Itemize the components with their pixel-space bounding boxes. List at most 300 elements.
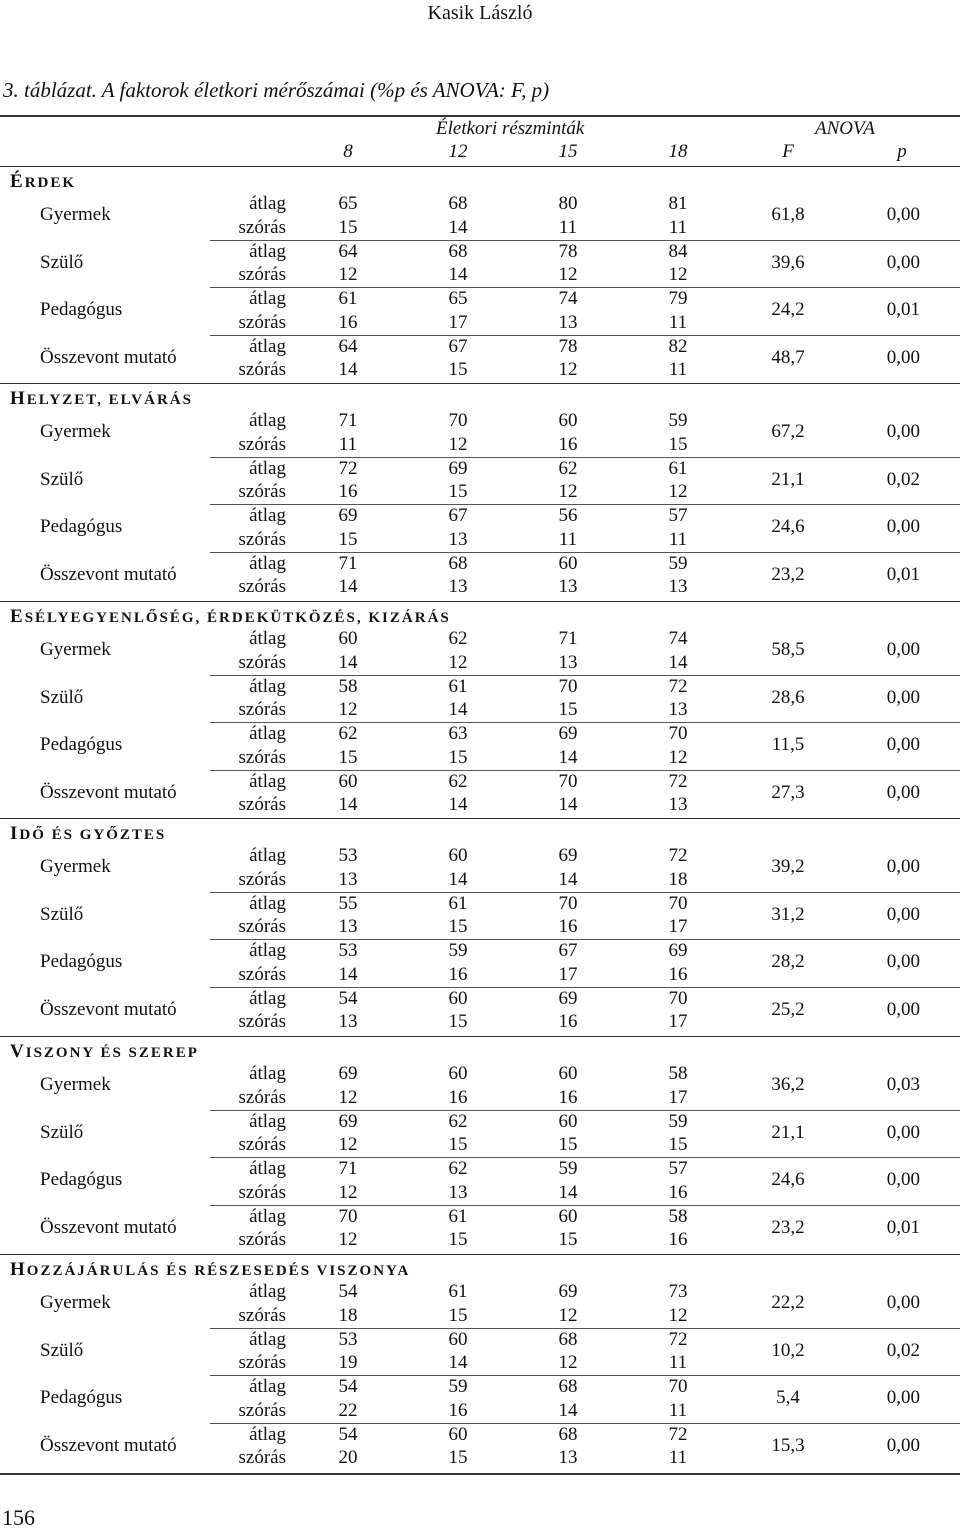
sd-value: 15 bbox=[448, 1011, 468, 1032]
section-title-rest: RDEK bbox=[24, 175, 77, 191]
f-value: 25,2 bbox=[771, 998, 805, 1020]
row-label: Összevont mutató bbox=[40, 563, 177, 585]
p-value: 0,00 bbox=[886, 251, 920, 273]
section-title-initial: E bbox=[10, 606, 25, 627]
f-value: 67,2 bbox=[771, 421, 805, 442]
mean-value: 62 bbox=[558, 457, 578, 479]
sd-value: 11 bbox=[668, 528, 688, 550]
mean-value: 79 bbox=[668, 288, 688, 309]
p-value: 0,00 bbox=[886, 951, 920, 972]
sd-value: 15 bbox=[668, 433, 688, 455]
section-title-initial: H bbox=[10, 1259, 27, 1280]
sd-label: szórás bbox=[238, 651, 286, 673]
mean-value: 69 bbox=[558, 1281, 578, 1302]
f-value: 61,8 bbox=[771, 204, 805, 225]
mean-value: 74 bbox=[558, 288, 578, 309]
sd-value: 14 bbox=[558, 794, 578, 815]
mean-value: 69 bbox=[558, 723, 578, 744]
f-value: 23,2 bbox=[771, 563, 805, 585]
sd-value: 14 bbox=[448, 868, 468, 890]
sd-value: 16 bbox=[668, 1181, 688, 1203]
section-divider bbox=[0, 1254, 960, 1255]
row-label: Pedagógus bbox=[40, 516, 123, 537]
sd-value: 14 bbox=[558, 746, 578, 768]
section-divider bbox=[0, 601, 960, 602]
mean-value: 60 bbox=[448, 845, 468, 866]
sd-value: 13 bbox=[448, 576, 468, 597]
p-value: 0,00 bbox=[886, 734, 920, 755]
mean-value: 60 bbox=[448, 1423, 468, 1445]
row-label: Pedagógus bbox=[40, 1169, 123, 1190]
p-value: 0,03 bbox=[886, 1074, 920, 1095]
row-label: Összevont mutató bbox=[40, 998, 177, 1020]
row-label: Összevont mutató bbox=[40, 1216, 177, 1238]
sd-label: szórás bbox=[238, 216, 286, 238]
sd-value: 12 bbox=[558, 1304, 578, 1326]
mean-value: 61 bbox=[448, 675, 468, 697]
mean-value: 62 bbox=[338, 723, 358, 744]
mean-label: átlag bbox=[249, 410, 286, 431]
mean-value: 81 bbox=[668, 193, 688, 214]
f-value: 21,1 bbox=[771, 1121, 805, 1143]
mean-value: 57 bbox=[668, 505, 688, 526]
row-label: Szülő bbox=[40, 1121, 84, 1143]
sd-value: 13 bbox=[558, 651, 578, 673]
f-value: 48,7 bbox=[771, 346, 805, 368]
table-caption: 3. táblázat. A faktorok életkori mérőszámai (%p és ANOVA: F, p) bbox=[3, 78, 550, 102]
mean-value: 59 bbox=[448, 1376, 468, 1397]
sd-value: 15 bbox=[668, 1134, 688, 1155]
f-value: 27,3 bbox=[771, 781, 805, 803]
mean-value: 71 bbox=[338, 410, 358, 431]
sd-value: 12 bbox=[338, 699, 358, 720]
sd-value: 12 bbox=[668, 264, 688, 285]
row-label: Szülő bbox=[40, 1339, 84, 1361]
sd-label: szórás bbox=[238, 1011, 286, 1032]
age-column-12: 12 bbox=[448, 141, 468, 162]
mean-value: 71 bbox=[338, 1158, 358, 1179]
mean-value: 54 bbox=[338, 1281, 358, 1302]
f-value: 22,2 bbox=[771, 1292, 805, 1313]
mean-label: átlag bbox=[249, 723, 286, 744]
section-title-initial: H bbox=[10, 388, 27, 409]
mean-value: 55 bbox=[338, 892, 358, 914]
mean-value: 68 bbox=[558, 1423, 578, 1445]
f-value: 10,2 bbox=[771, 1339, 805, 1361]
mean-value: 70 bbox=[448, 410, 468, 431]
mean-value: 74 bbox=[668, 628, 688, 649]
sd-value: 13 bbox=[558, 311, 578, 333]
mean-value: 61 bbox=[448, 1281, 468, 1302]
sd-value: 12 bbox=[338, 1134, 358, 1155]
sd-value: 14 bbox=[448, 1352, 468, 1373]
mean-value: 71 bbox=[558, 628, 578, 649]
sd-value: 14 bbox=[338, 576, 358, 597]
mean-value: 54 bbox=[338, 1423, 358, 1445]
mean-value: 60 bbox=[558, 1063, 578, 1084]
mean-value: 69 bbox=[668, 940, 688, 961]
p-value: 0,00 bbox=[886, 1121, 920, 1143]
row-label: Gyermek bbox=[40, 856, 111, 877]
mean-value: 72 bbox=[668, 1328, 688, 1350]
section-title-initial: I bbox=[10, 823, 20, 844]
table-bottom-rule bbox=[0, 1473, 960, 1475]
sd-value: 17 bbox=[668, 916, 688, 937]
sd-value: 14 bbox=[338, 963, 358, 985]
mean-value: 72 bbox=[338, 457, 358, 479]
mean-value: 70 bbox=[558, 675, 578, 697]
sd-value: 12 bbox=[668, 746, 688, 768]
sd-value: 13 bbox=[338, 868, 358, 890]
p-value: 0,00 bbox=[886, 1434, 920, 1456]
sd-value: 22 bbox=[338, 1399, 358, 1421]
sd-value: 15 bbox=[448, 481, 468, 502]
sd-label: szórás bbox=[238, 1352, 286, 1373]
sd-value: 14 bbox=[338, 794, 358, 815]
p-value: 0,00 bbox=[886, 204, 920, 225]
mean-value: 68 bbox=[558, 1328, 578, 1350]
mean-label: átlag bbox=[249, 1328, 286, 1350]
mean-value: 78 bbox=[558, 335, 578, 357]
mean-value: 69 bbox=[338, 505, 358, 526]
section-title-rest: ELYZET, ELVÁRÁS bbox=[26, 392, 193, 408]
sd-value: 14 bbox=[448, 794, 468, 815]
mean-label: átlag bbox=[249, 675, 286, 697]
sd-value: 15 bbox=[448, 1304, 468, 1326]
sd-value: 16 bbox=[668, 1229, 688, 1250]
sd-value: 15 bbox=[558, 1229, 578, 1250]
section-title-rest: ISZONY ÉS SZEREP bbox=[25, 1045, 199, 1061]
sd-value: 17 bbox=[668, 1011, 688, 1032]
mean-value: 69 bbox=[558, 987, 578, 1009]
sd-value: 17 bbox=[668, 1086, 688, 1108]
sd-value: 11 bbox=[668, 1352, 688, 1373]
row-label: Szülő bbox=[40, 251, 84, 273]
sd-label: szórás bbox=[238, 311, 286, 333]
sd-value: 12 bbox=[448, 433, 468, 455]
section-title-rest: OZZÁJÁRULÁS ÉS RÉSZESEDÉS VISZONYA bbox=[26, 1263, 411, 1279]
mean-value: 70 bbox=[558, 770, 578, 792]
sd-value: 18 bbox=[668, 868, 688, 890]
sd-value: 15 bbox=[338, 528, 358, 550]
mean-value: 53 bbox=[338, 845, 358, 866]
sd-value: 16 bbox=[668, 963, 688, 985]
mean-value: 63 bbox=[448, 723, 468, 744]
section-title-rest: SÉLYEGYENLŐSÉG, ÉRDEKÜTKÖZÉS, KIZÁRÁS bbox=[24, 610, 451, 626]
f-value: 24,2 bbox=[771, 299, 805, 320]
sd-value: 12 bbox=[338, 1229, 358, 1250]
row-label: Gyermek bbox=[40, 1074, 111, 1095]
sd-value: 16 bbox=[558, 433, 578, 455]
sd-value: 11 bbox=[668, 311, 688, 333]
mean-value: 69 bbox=[448, 457, 468, 479]
section-divider bbox=[0, 1036, 960, 1037]
sd-value: 15 bbox=[448, 1229, 468, 1250]
mean-value: 64 bbox=[338, 335, 358, 357]
row-label: Szülő bbox=[40, 468, 84, 490]
sd-value: 14 bbox=[668, 651, 688, 673]
sd-label: szórás bbox=[238, 1181, 286, 1203]
sd-value: 15 bbox=[448, 1134, 468, 1155]
mean-value: 68 bbox=[448, 552, 468, 574]
sd-value: 16 bbox=[448, 1399, 468, 1421]
mean-value: 60 bbox=[338, 628, 358, 649]
p-value: 0,00 bbox=[886, 639, 920, 660]
sd-value: 17 bbox=[448, 311, 468, 333]
mean-value: 61 bbox=[668, 457, 688, 479]
mean-value: 68 bbox=[558, 1376, 578, 1397]
p-value: 0,01 bbox=[886, 1216, 920, 1238]
sd-value: 14 bbox=[558, 1399, 578, 1421]
mean-label: átlag bbox=[249, 987, 286, 1009]
sd-value: 14 bbox=[448, 216, 468, 238]
mean-value: 70 bbox=[558, 892, 578, 914]
mean-value: 80 bbox=[558, 193, 578, 214]
sd-value: 12 bbox=[338, 1086, 358, 1108]
sd-label: szórás bbox=[238, 794, 286, 815]
sd-value: 13 bbox=[558, 1447, 578, 1468]
mean-value: 53 bbox=[338, 1328, 358, 1350]
p-column-header: p bbox=[897, 141, 907, 162]
sd-label: szórás bbox=[238, 1304, 286, 1326]
mean-value: 69 bbox=[338, 1110, 358, 1132]
sd-value: 13 bbox=[668, 699, 688, 720]
f-value: 5,4 bbox=[776, 1387, 800, 1408]
mean-label: átlag bbox=[249, 1205, 286, 1227]
sd-label: szórás bbox=[238, 1447, 286, 1468]
f-value: 36,2 bbox=[771, 1074, 805, 1095]
age-column-15: 15 bbox=[558, 141, 578, 162]
sd-value: 11 bbox=[338, 433, 358, 455]
f-value: 28,6 bbox=[771, 686, 805, 708]
mean-value: 70 bbox=[668, 892, 688, 914]
mean-value: 60 bbox=[448, 1328, 468, 1350]
sd-value: 12 bbox=[558, 359, 578, 380]
section-title-initial: É bbox=[10, 171, 25, 192]
mean-value: 56 bbox=[558, 505, 578, 526]
sd-value: 16 bbox=[338, 311, 358, 333]
sd-value: 13 bbox=[668, 794, 688, 815]
row-label: Összevont mutató bbox=[40, 346, 177, 368]
mean-value: 68 bbox=[448, 193, 468, 214]
mean-value: 84 bbox=[668, 240, 688, 262]
mean-label: átlag bbox=[249, 1063, 286, 1084]
mean-value: 60 bbox=[338, 770, 358, 792]
sd-value: 16 bbox=[448, 963, 468, 985]
p-value: 0,00 bbox=[886, 686, 920, 708]
mean-value: 59 bbox=[668, 1110, 688, 1132]
table-top-rule bbox=[0, 115, 960, 117]
sd-value: 13 bbox=[338, 916, 358, 937]
mean-value: 62 bbox=[448, 770, 468, 792]
sd-label: szórás bbox=[238, 576, 286, 597]
p-value: 0,00 bbox=[886, 998, 920, 1020]
mean-label: átlag bbox=[249, 1110, 286, 1132]
mean-value: 60 bbox=[558, 1205, 578, 1227]
mean-label: átlag bbox=[249, 193, 286, 214]
sd-value: 13 bbox=[668, 576, 688, 597]
age-column-8: 8 bbox=[343, 141, 353, 162]
f-value: 39,6 bbox=[771, 251, 805, 273]
mean-value: 58 bbox=[338, 675, 358, 697]
p-value: 0,01 bbox=[886, 563, 920, 585]
sd-value: 17 bbox=[558, 963, 578, 985]
sd-label: szórás bbox=[238, 1399, 286, 1421]
sd-label: szórás bbox=[238, 433, 286, 455]
sd-value: 13 bbox=[448, 1181, 468, 1203]
section-title bbox=[10, 606, 451, 628]
row-label: Összevont mutató bbox=[40, 1434, 177, 1456]
row-label: Pedagógus bbox=[40, 951, 123, 972]
mean-value: 82 bbox=[668, 335, 688, 357]
section-divider bbox=[0, 818, 960, 819]
row-label: Gyermek bbox=[40, 639, 111, 660]
mean-value: 65 bbox=[448, 288, 468, 309]
p-value: 0,01 bbox=[886, 299, 920, 320]
age-column-18: 18 bbox=[668, 141, 688, 162]
mean-value: 70 bbox=[338, 1205, 358, 1227]
mean-value: 65 bbox=[338, 193, 358, 214]
p-value: 0,00 bbox=[886, 781, 920, 803]
mean-value: 72 bbox=[668, 1423, 688, 1445]
f-value: 39,2 bbox=[771, 856, 805, 877]
sd-value: 16 bbox=[558, 916, 578, 937]
sd-label: szórás bbox=[238, 1229, 286, 1250]
row-label: Pedagógus bbox=[40, 1387, 123, 1408]
mean-value: 60 bbox=[558, 410, 578, 431]
mean-value: 67 bbox=[558, 940, 578, 961]
mean-value: 60 bbox=[448, 987, 468, 1009]
mean-value: 60 bbox=[558, 1110, 578, 1132]
mean-value: 61 bbox=[448, 1205, 468, 1227]
row-label: Gyermek bbox=[40, 204, 111, 225]
f-value: 21,1 bbox=[771, 468, 805, 490]
sd-label: szórás bbox=[238, 1134, 286, 1155]
sd-value: 11 bbox=[668, 1399, 688, 1421]
sd-value: 12 bbox=[338, 264, 358, 285]
sd-value: 15 bbox=[558, 1134, 578, 1155]
row-label: Összevont mutató bbox=[40, 781, 177, 803]
sd-label: szórás bbox=[238, 1086, 286, 1108]
sd-value: 12 bbox=[668, 481, 688, 502]
sd-value: 12 bbox=[558, 264, 578, 285]
sd-value: 12 bbox=[338, 1181, 358, 1203]
mean-value: 70 bbox=[668, 1376, 688, 1397]
mean-label: átlag bbox=[249, 505, 286, 526]
sd-value: 18 bbox=[338, 1304, 358, 1326]
sd-value: 13 bbox=[338, 1011, 358, 1032]
p-value: 0,02 bbox=[886, 1339, 920, 1361]
sd-label: szórás bbox=[238, 699, 286, 720]
mean-label: átlag bbox=[249, 288, 286, 309]
f-column-header: F bbox=[782, 141, 794, 162]
mean-value: 53 bbox=[338, 940, 358, 961]
section-title-rest: DŐ ÉS GYŐZTES bbox=[19, 827, 167, 843]
p-value: 0,00 bbox=[886, 346, 920, 368]
mean-label: átlag bbox=[249, 940, 286, 961]
mean-value: 59 bbox=[558, 1158, 578, 1179]
sd-value: 15 bbox=[338, 746, 358, 768]
f-value: 23,2 bbox=[771, 1216, 805, 1238]
mean-label: átlag bbox=[249, 845, 286, 866]
mean-label: átlag bbox=[249, 552, 286, 574]
mean-value: 54 bbox=[338, 987, 358, 1009]
mean-value: 78 bbox=[558, 240, 578, 262]
sd-label: szórás bbox=[238, 868, 286, 890]
sd-label: szórás bbox=[238, 264, 286, 285]
sd-label: szórás bbox=[238, 916, 286, 937]
mean-value: 70 bbox=[668, 987, 688, 1009]
mean-value: 54 bbox=[338, 1376, 358, 1397]
mean-value: 62 bbox=[448, 628, 468, 649]
mean-value: 69 bbox=[558, 845, 578, 866]
sd-label: szórás bbox=[238, 481, 286, 502]
sd-value: 16 bbox=[558, 1086, 578, 1108]
sd-value: 12 bbox=[668, 1304, 688, 1326]
mean-value: 61 bbox=[448, 892, 468, 914]
row-label: Szülő bbox=[40, 686, 84, 708]
mean-value: 60 bbox=[558, 552, 578, 574]
p-value: 0,00 bbox=[886, 1292, 920, 1313]
p-value: 0,00 bbox=[886, 1387, 920, 1408]
mean-value: 67 bbox=[448, 505, 468, 526]
mean-value: 71 bbox=[338, 552, 358, 574]
mean-value: 59 bbox=[448, 940, 468, 961]
mean-value: 70 bbox=[668, 723, 688, 744]
mean-value: 64 bbox=[338, 240, 358, 262]
sd-value: 11 bbox=[668, 1447, 688, 1468]
row-label: Gyermek bbox=[40, 421, 111, 442]
p-value: 0,02 bbox=[886, 468, 920, 490]
sd-value: 12 bbox=[558, 481, 578, 502]
mean-label: átlag bbox=[249, 1158, 286, 1179]
f-value: 11,5 bbox=[771, 734, 805, 755]
mean-value: 58 bbox=[668, 1063, 688, 1084]
mean-value: 72 bbox=[668, 675, 688, 697]
row-label: Pedagógus bbox=[40, 299, 123, 320]
sd-value: 14 bbox=[338, 359, 358, 380]
mean-value: 59 bbox=[668, 410, 688, 431]
sd-value: 15 bbox=[448, 1447, 468, 1468]
sd-value: 12 bbox=[448, 651, 468, 673]
sd-value: 14 bbox=[448, 264, 468, 285]
section-divider bbox=[0, 383, 960, 384]
mean-value: 69 bbox=[338, 1063, 358, 1084]
sd-value: 14 bbox=[558, 1181, 578, 1203]
sd-value: 15 bbox=[448, 359, 468, 380]
mean-value: 57 bbox=[668, 1158, 688, 1179]
mean-value: 59 bbox=[668, 552, 688, 574]
p-value: 0,00 bbox=[886, 1169, 920, 1190]
mean-label: átlag bbox=[249, 892, 286, 914]
age-group-header: Életkori részminták bbox=[436, 118, 585, 139]
f-value: 28,2 bbox=[771, 951, 805, 972]
mean-label: átlag bbox=[249, 1376, 286, 1397]
sd-label: szórás bbox=[238, 528, 286, 550]
sd-value: 15 bbox=[338, 216, 358, 238]
mean-value: 67 bbox=[448, 335, 468, 357]
mean-label: átlag bbox=[249, 335, 286, 357]
sd-label: szórás bbox=[238, 746, 286, 768]
row-label: Pedagógus bbox=[40, 734, 123, 755]
section-title bbox=[10, 823, 166, 845]
f-value: 58,5 bbox=[771, 639, 805, 660]
mean-label: átlag bbox=[249, 1423, 286, 1445]
sd-value: 16 bbox=[558, 1011, 578, 1032]
page-number: 156 bbox=[2, 1505, 35, 1530]
section-title bbox=[10, 388, 193, 410]
mean-label: átlag bbox=[249, 457, 286, 479]
